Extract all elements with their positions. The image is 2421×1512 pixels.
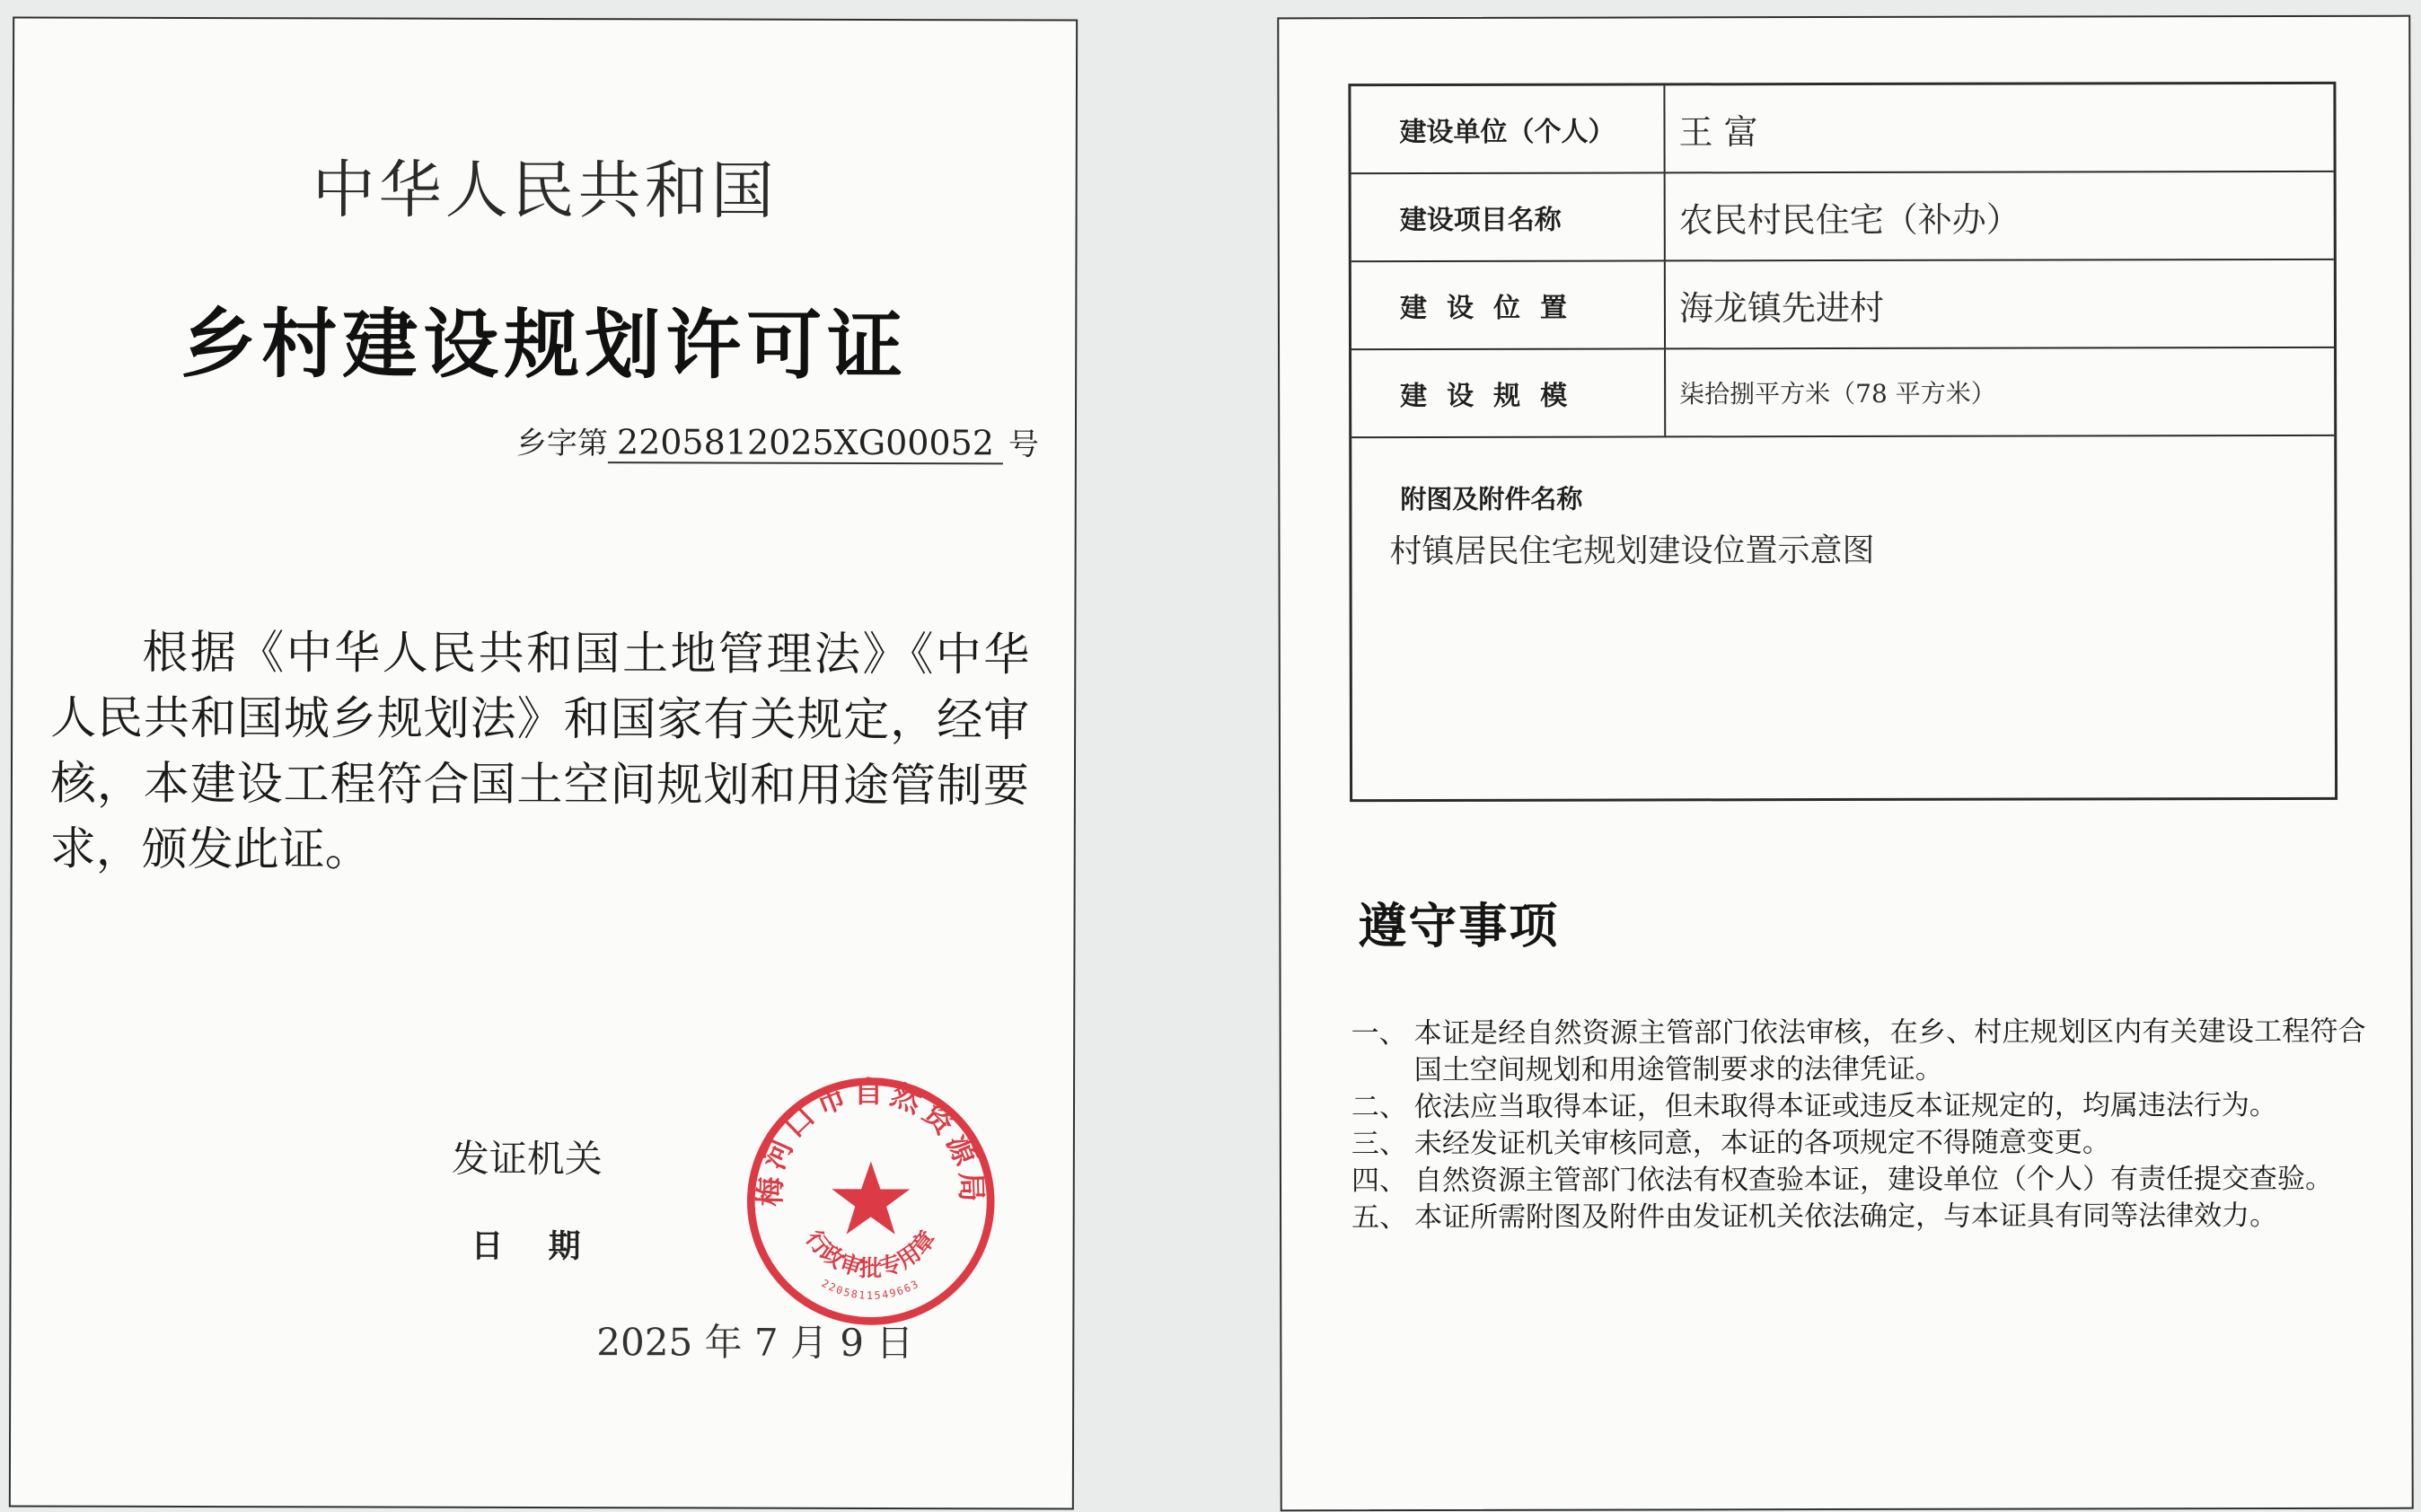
seal-text: 梅河口市自然资源局: [752, 1074, 990, 1208]
certificate-number-row: [516, 418, 1039, 465]
certificate-title: 乡村建设规划许可证: [180, 299, 909, 391]
project-info-table: [1348, 82, 2337, 802]
list-item: [1351, 1124, 2366, 1163]
notes-heading: 遵守事项: [1358, 897, 1560, 955]
seal-code: 2205811549663: [819, 1276, 922, 1302]
scale-label: 建设规模: [1351, 349, 1666, 436]
note-number: 一、: [1351, 1017, 1407, 1050]
location-value: 海龙镇先进村: [1678, 287, 1884, 328]
note-text: 自然资源主管部门依法有权查验本证，建设单位（个人）有责任提交查验。: [1413, 1162, 2334, 1198]
note-number: 二、: [1351, 1091, 1407, 1124]
builder-label: 建设单位（个人）: [1351, 85, 1665, 172]
project-name-label: 建设项目名称: [1351, 173, 1666, 260]
list-item: [1351, 1087, 2366, 1126]
note-number: 四、: [1351, 1165, 1408, 1198]
builder-value: 王 富: [1678, 111, 1758, 152]
certificate-front-page: [9, 16, 1078, 1509]
attachment-value: 村镇居民住宅规划建设位置示意图: [1389, 532, 1875, 571]
attachment-label: 附图及附件名称: [1400, 483, 1583, 515]
certificate-number: 2205812025XG00052: [608, 422, 1003, 464]
number-suffix: 号: [1008, 426, 1039, 463]
note-text: 依法应当取得本证，但未取得本证或违反本证规定的，均属违法行为。: [1413, 1088, 2277, 1124]
location-label: 建设位置: [1351, 261, 1666, 348]
table-row-builder: [1351, 84, 2333, 174]
number-prefix: 乡字第: [515, 425, 608, 462]
note-text: 本证是经自然资源主管部门依法审核，在乡、村庄规划区内有关建设工程符合国土空间规划和用途管制要求的法律凭证。: [1413, 1015, 2366, 1087]
list-item: [1351, 1014, 2366, 1089]
scale-value: 柒拾捌平方米（78 平方米）: [1679, 378, 1996, 409]
note-number: 三、: [1351, 1128, 1407, 1161]
project-name-value: 农民村民住宅（补办）: [1678, 199, 2020, 240]
issuer-label: 发证机关: [451, 1136, 603, 1182]
note-number: 五、: [1351, 1201, 1408, 1235]
note-text: 未经发证机关审核同意，本证的各项规定不得随意变更。: [1413, 1126, 2110, 1161]
country-name: 中华人民共和国: [312, 153, 778, 228]
table-row-scale: [1351, 348, 2334, 438]
notes-list: [1351, 1014, 2367, 1236]
date-label: 日期: [471, 1227, 626, 1266]
list-item: [1351, 1198, 2366, 1236]
svg-text:行政审批专用章: [800, 1225, 940, 1281]
issue-date: 2025 年 7 月 9 日: [596, 1320, 914, 1366]
official-seal-stamp: [740, 1071, 1001, 1332]
note-text: 本证所需附图及附件由发证机关依法确定，与本证具有同等法律效力。: [1414, 1199, 2278, 1235]
certificate-back-page: [1277, 15, 2413, 1512]
list-item: [1351, 1161, 2366, 1200]
certificate-body-text: 根据《中华人民共和国土地管理法》《中华人民共和国城乡规划法》和国家有关规定，经审核，本建设工程符合国土空间规划和用途管制要求，颁发此证。: [49, 626, 1030, 877]
seal-star-icon: [832, 1161, 910, 1234]
seal-inner-text: 行政审批专用章: [800, 1225, 941, 1282]
table-row-project-name: [1351, 172, 2334, 262]
table-row-location: [1351, 260, 2334, 350]
